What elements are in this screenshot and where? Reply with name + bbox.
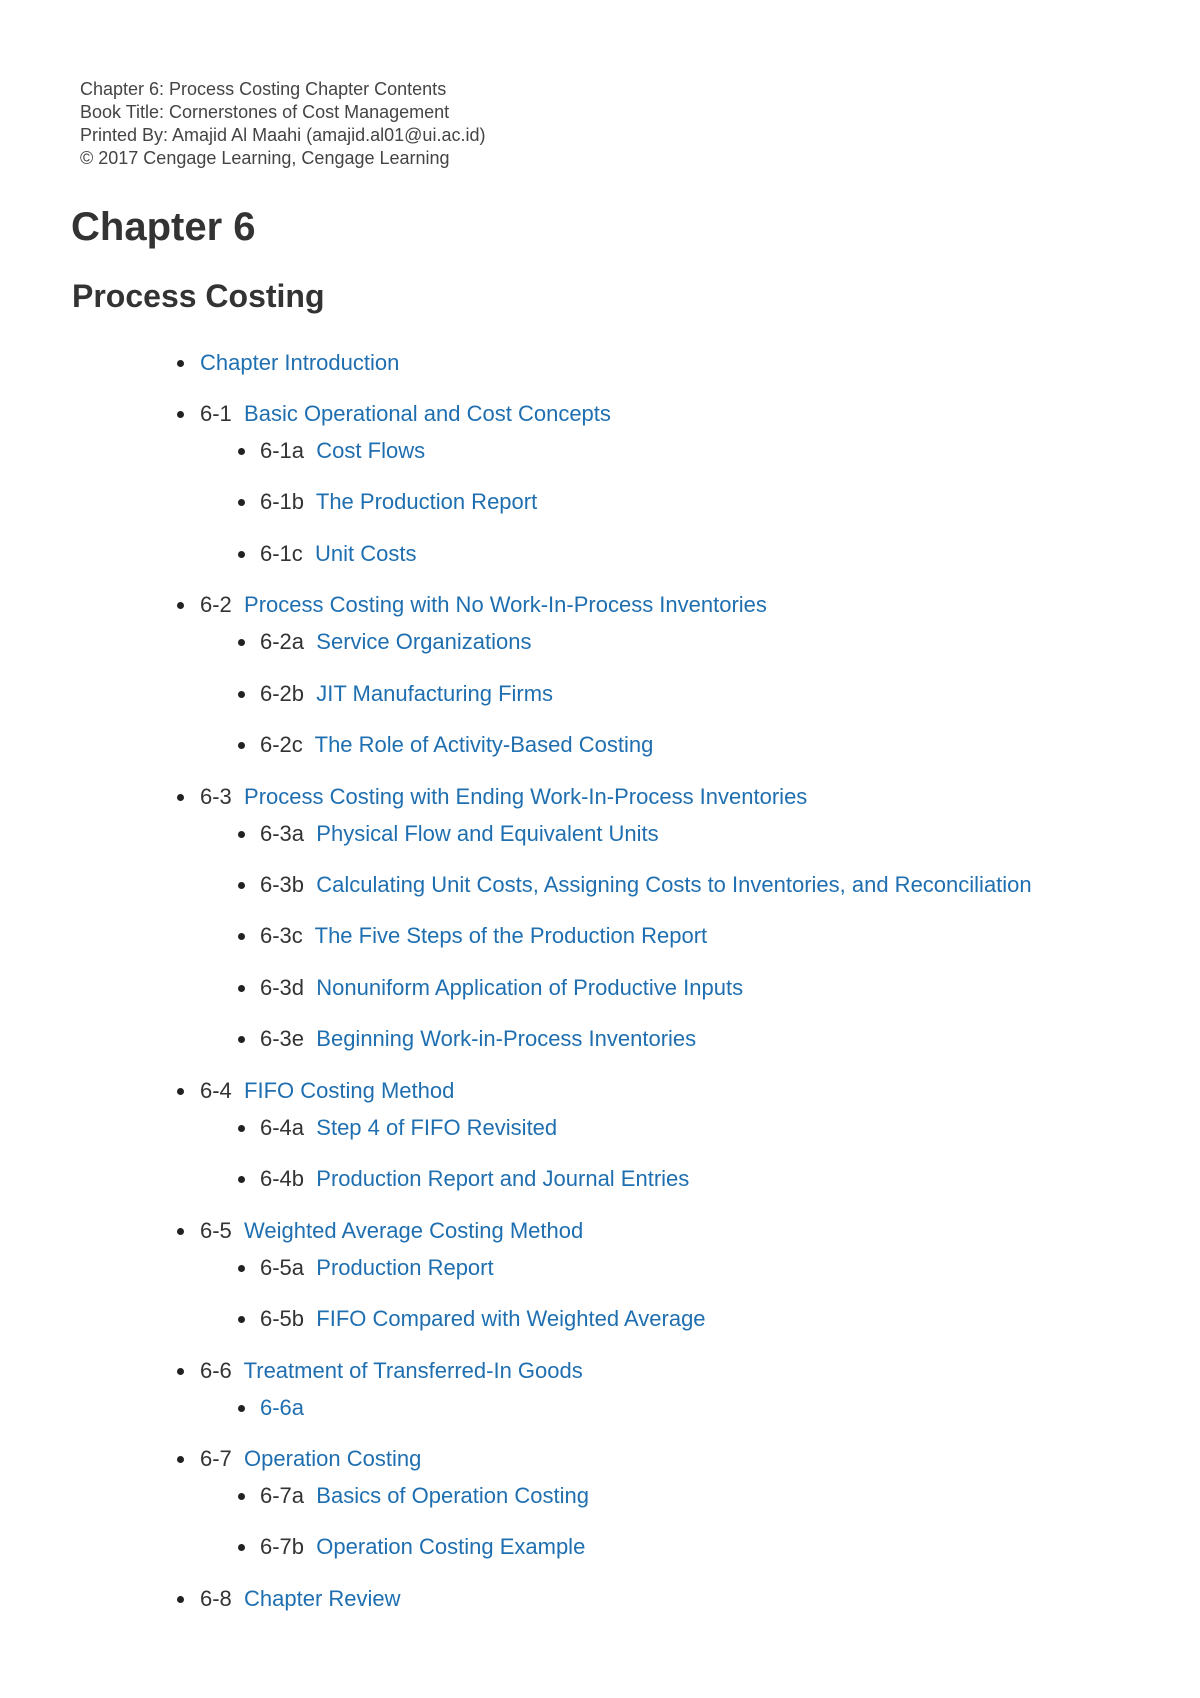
toc-link-6-3b[interactable]: Calculating Unit Costs, Assigning Costs to Inventories, and Reconciliation [316,872,1032,897]
bullet-icon [177,360,184,367]
toc-item-6-5 [200,1217,583,1245]
toc-link-6-1b[interactable]: The Production Report [315,489,538,514]
toc-item-6-2c [260,731,653,759]
bullet-icon [238,1036,245,1043]
toc-link-6-7a[interactable]: Basics of Operation Costing [316,1483,589,1508]
toc-link-6-6[interactable]: Treatment of Transferred-In Goods [243,1358,583,1383]
toc-item-6-3e [260,1025,696,1053]
toc-link-6-3[interactable]: Process Costing with Ending Work-In-Process Inventories [244,784,808,809]
bullet-icon [238,742,245,749]
header-printed-by: Printed By: Amajid Al Maahi (amajid.al01@ui.ac.id) [80,125,486,145]
toc-link-6-2b[interactable]: JIT Manufacturing Firms [316,681,554,706]
section-number: 6-5a [260,1255,305,1280]
toc-link-6-7[interactable]: Operation Costing [244,1446,422,1471]
toc-link-6-5a[interactable]: Production Report [316,1255,494,1280]
section-number: 6-8 [200,1586,232,1611]
toc-item-6-5b [260,1305,706,1333]
section-number: 6-3c [260,923,303,948]
toc-item-6-2a [260,628,532,656]
toc-item-6-1 [200,400,611,428]
section-number: 6-3e [260,1026,305,1051]
toc-item-6-2 [200,591,767,619]
bullet-icon [238,1405,245,1412]
bullet-icon [177,1368,184,1375]
bullet-icon [238,499,245,506]
section-number: 6-1a [260,438,305,463]
toc-item-6-7a [260,1482,589,1510]
section-number: 6-4b [260,1166,305,1191]
section-number: 6-5 [200,1218,232,1243]
bullet-icon [238,1125,245,1132]
toc-link-6-2a[interactable]: Service Organizations [316,629,532,654]
section-number: 6-1b [260,489,305,514]
bullet-icon [177,1228,184,1235]
toc-item-6-1b [260,488,537,516]
toc-item-6-3d [260,974,743,1002]
section-number: 6-3d [260,975,305,1000]
print-header [80,78,485,170]
section-number: 6-4a [260,1115,305,1140]
section-number: 6-1 [200,401,232,426]
bullet-icon [238,933,245,940]
bullet-icon [238,882,245,889]
bullet-icon [238,639,245,646]
toc-link-6-4b[interactable]: Production Report and Journal Entries [316,1166,690,1191]
toc-item-6-7b [260,1533,585,1561]
toc-link-6-4[interactable]: FIFO Costing Method [244,1078,455,1103]
section-number: 6-2 [200,592,232,617]
toc-item-6-6a [260,1394,304,1422]
toc-item-6-1c [260,540,417,568]
bullet-icon [238,1265,245,1272]
toc-link-6-5[interactable]: Weighted Average Costing Method [244,1218,584,1243]
section-number: 6-5b [260,1306,305,1331]
bullet-icon [238,985,245,992]
bullet-icon [238,448,245,455]
bullet-icon [238,1493,245,1500]
section-number: 6-4 [200,1078,232,1103]
toc-link-6-6a[interactable]: 6-6a [260,1395,305,1420]
toc-item-6-7 [200,1445,421,1473]
section-number: 6-3a [260,821,305,846]
section-number: 6-3b [260,872,305,897]
header-book-title: Book Title: Cornerstones of Cost Management [80,102,450,122]
toc-item-6-3 [200,783,807,811]
section-number: 6-7a [260,1483,305,1508]
bullet-icon [177,1088,184,1095]
section-number: 6-2c [260,732,303,757]
toc-item-chapter-introduction [200,349,399,377]
section-number: 6-1c [260,541,303,566]
section-number: 6-7 [200,1446,232,1471]
toc-link-6-3e[interactable]: Beginning Work-in-Process Inventories [316,1026,697,1051]
toc-item-6-5a [260,1254,494,1282]
toc-link-6-1[interactable]: Basic Operational and Cost Concepts [244,401,611,426]
toc-item-6-1a [260,437,425,465]
toc-item-6-2b [260,680,553,708]
section-number: 6-7b [260,1534,305,1559]
bullet-icon [177,1596,184,1603]
toc-link-6-1c[interactable]: Unit Costs [315,541,417,566]
bullet-icon [238,551,245,558]
toc-item-6-8 [200,1585,401,1613]
bullet-icon [177,411,184,418]
toc-link-chapter-introduction[interactable]: Chapter Introduction [200,350,400,375]
section-number: 6-3 [200,784,232,809]
toc-link-6-7b[interactable]: Operation Costing Example [316,1534,586,1559]
header-chapter-line: Chapter 6: Process Costing Chapter Contents [80,79,447,99]
chapter-label: Chapter 6 [71,205,256,249]
toc-item-6-4a [260,1114,557,1142]
section-number: 6-2b [260,681,305,706]
toc-item-6-6 [200,1357,583,1385]
toc-link-6-1a[interactable]: Cost Flows [316,438,426,463]
bullet-icon [238,1316,245,1323]
toc-link-6-4a[interactable]: Step 4 of FIFO Revisited [316,1115,558,1140]
toc-link-6-3c[interactable]: The Five Steps of the Production Report [314,923,708,948]
toc-link-6-3d[interactable]: Nonuniform Application of Productive Inputs [316,975,744,1000]
section-number: 6-2a [260,629,305,654]
toc-link-6-5b[interactable]: FIFO Compared with Weighted Average [316,1306,706,1331]
toc-link-6-8[interactable]: Chapter Review [244,1586,401,1611]
bullet-icon [177,1456,184,1463]
header-copyright: © 2017 Cengage Learning, Cengage Learning [80,148,450,168]
bullet-icon [238,691,245,698]
bullet-icon [238,1544,245,1551]
toc-item-6-3c [260,922,707,950]
toc-item-6-3a [260,820,659,848]
bullet-icon [238,831,245,838]
bullet-icon [177,794,184,801]
toc-item-6-4b [260,1165,689,1193]
section-number: 6-6 [200,1358,232,1383]
bullet-icon [177,602,184,609]
toc-link-6-3a[interactable]: Physical Flow and Equivalent Units [316,821,659,846]
toc-link-6-2[interactable]: Process Costing with No Work-In-Process Inventories [244,592,767,617]
bullet-icon [238,1176,245,1183]
toc-item-6-4 [200,1077,454,1105]
chapter-title: Process Costing [72,278,325,314]
toc-item-6-3b [260,871,1032,899]
toc-link-6-2c[interactable]: The Role of Activity-Based Costing [314,732,654,757]
